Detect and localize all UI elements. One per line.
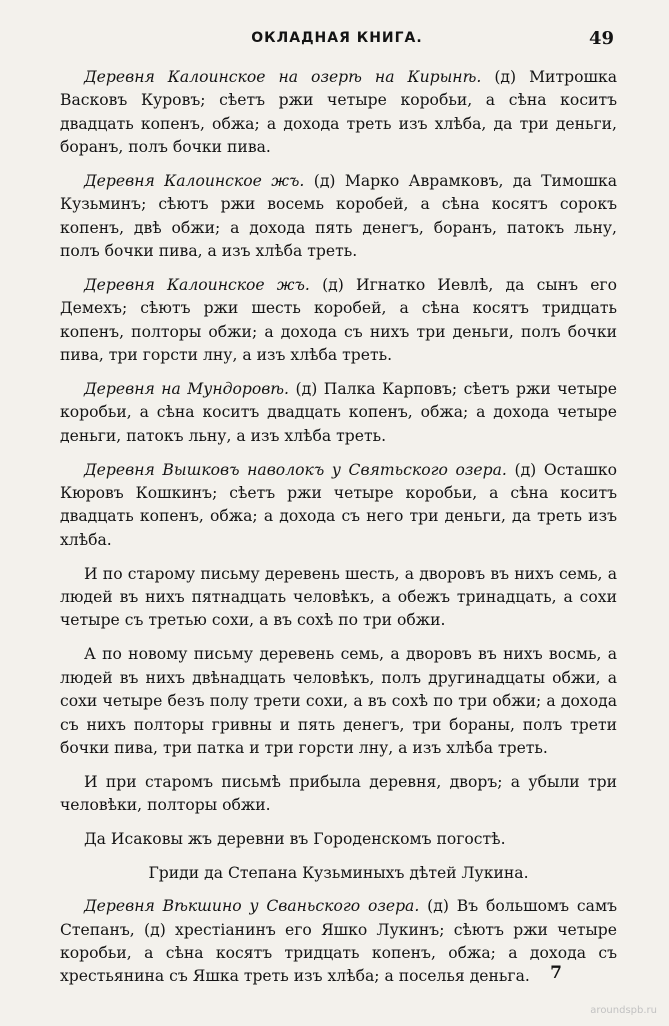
entry-body: (д) Игнатко Иевлѣ, да сынъ его Демехъ; сѣютъ ржи шесть коробей, а сѣна косятъ тридцать копенъ, полторы обжи; а дохода съ нихъ три деньги, полъ бочки пива, три горсти лну, а изъ хлѣба треть. (60, 276, 617, 365)
village-entry (60, 459, 617, 553)
running-title: ОКЛАДНАЯ КНИГА. (251, 30, 423, 46)
village-name: Деревня Вышковъ наволокъ у Святьского озера. (84, 460, 507, 479)
summary-new-census: А по новому письму деревень семь, а дворовъ въ нихъ восмь, а людей въ нихъ двѣнадцать человѣкъ, полъ другинадцаты обжи, а сохи четыре безъ полу трети сохи, а въ сохѣ по три обжи; а дохода съ нихъ полторы гривны и пять денегъ, три бораны, полъ трети бочки пива, три патка и три горсти лну, а изъ хлѣба треть. (60, 645, 617, 757)
summary-old-census: И по старому письму деревень шесть, а дворовъ въ нихъ семь, а людей въ нихъ пятнадцать человѣкъ, а обежъ тринадцать, а сохи четыре съ третью сохи, а въ сохѣ по три обжи. (60, 564, 617, 630)
section-heading: Гриди да Степана Кузьминыхъ дѣтей Лукина. (148, 863, 529, 882)
village-name: Деревня Вѣкшино у Сваньского озера. (84, 897, 420, 916)
entry-body: (д) Палка Карповъ; сѣетъ ржи четыре коробьи, а сѣна коситъ двадцать копенъ, обжа; а дохода четыре деньги, патокъ льну, а изъ хлѣба треть. (60, 380, 617, 445)
village-name: Деревня на Мундоровѣ. (84, 380, 290, 399)
village-name: Деревня Калоинское жъ. (84, 172, 305, 191)
entry-body: (д) Митрошка Васковъ Куровъ; сѣетъ ржи четыре коробьи, а сѣна коситъ двадцать копенъ, обжа; а дохода треть изъ хлѣба, да три деньги, боранъ, полъ бочки пива. (60, 68, 617, 157)
entry-body: (д) Осташко Кюровъ Кошкинъ; сѣетъ ржи четыре коробьи, а сѣна коситъ двадцать копенъ, обжа; а дохода съ него три деньги, да треть изъ хлѣба. (60, 460, 617, 549)
village-entry (60, 895, 617, 989)
village-entry (60, 66, 617, 160)
village-entry (60, 378, 617, 448)
page-header (60, 30, 614, 54)
village-name: Деревня Калоинское на озерѣ на Кирынѣ. (84, 68, 482, 86)
watermark: aroundspb.ru (590, 1005, 657, 1016)
main-text (60, 66, 617, 999)
page-number: 49 (588, 28, 614, 49)
entry-body: (д) Въ большомъ самъ Степанъ, (д) хрестіанинъ его Яшко Лукинъ; сѣютъ ржи четыре коробьи, а сѣна косятъ тридцать копенъ, обжа; а дохода съ хрестьянина съ Яшка треть изъ хлѣба; а поселья деньга. (60, 897, 617, 986)
village-entry (60, 274, 617, 368)
village-entry (60, 170, 617, 264)
village-name: Деревня Калоинское жъ. (84, 276, 310, 295)
summary-change: И при старомъ письмѣ прибыла деревня, дворъ; а убыли три человѣки, полторы обжи. (60, 772, 617, 815)
signature-mark: 7 (550, 963, 562, 983)
entry-body: (д) Марко Аврамковъ, да Тимошка Кузьминъ; сѣютъ ржи восемь коробей, а сѣна косятъ сорокъ копенъ, двѣ обжи; а дохода пять денегъ, боранъ, патокъ льну, полъ бочки пива, а изъ хлѣба треть. (60, 172, 618, 261)
summary-transition: Да Исаковы жъ деревни въ Городенскомъ погостѣ. (84, 829, 506, 848)
